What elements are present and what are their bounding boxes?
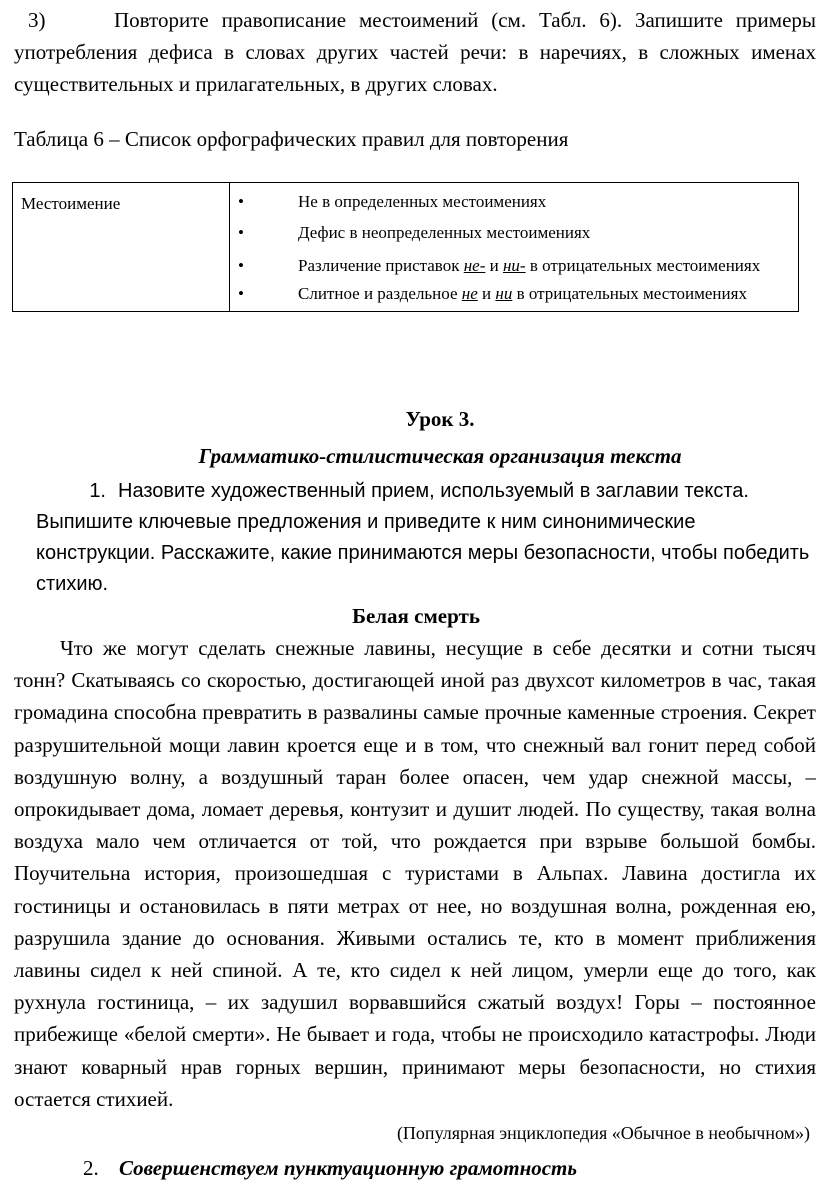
source-citation: (Популярная энциклопедия «Обычное в необычном») (396, 1123, 810, 1143)
task-2-number: 2. (83, 1156, 99, 1180)
rule-text-mid: и (485, 256, 503, 275)
table-header-cell: Местоимение (13, 183, 230, 312)
rule-item-4 (238, 283, 790, 305)
prefix-ne: не- (463, 256, 486, 275)
task-2-label: Совершенствуем пунктуационную грамотность (119, 1156, 577, 1180)
rule-text-after: в отрицательных местоимениях (512, 284, 747, 303)
rule-item-2 (238, 222, 790, 244)
rule-text: Не в определенных местоимениях (298, 192, 547, 211)
lesson-title: Урок 3. (405, 407, 475, 431)
task-1-paragraph (36, 476, 816, 600)
bullet-icon: • (238, 192, 244, 211)
task-1-text: Назовите художественный прием, используемый в заглавии текста. Выпишите ключевые предложения и приведите к ним синонимические конструкции. Расскажите, какие принимаются меры безопасности, чтобы победить стихию. (36, 480, 810, 595)
rule-text-after: в отрицательных местоимениях (525, 256, 761, 275)
lesson-subtitle: Грамматико-стилистическая организация текста (198, 444, 682, 468)
task-2-heading (83, 1153, 577, 1183)
rule-text: Слитное и раздельное (298, 284, 462, 303)
prefix-ni: ни- (502, 256, 526, 275)
table-row (13, 183, 799, 312)
text-title: Белая смерть (352, 604, 480, 628)
article-paragraph: Что же могут сделать снежные лавины, несущие в себе десятки и сотни тысяч тонн? Скатываясь со скоростью, достигающей иной раз двухсот километров в час, такая громадина способна превратить в развалины самые прочные каменные строения. Секрет разрушительной мощи лавин кроется еще и в том, что снежный вал гонит перед собой воздушную волну, а воздушный таран более опасен, чем удар снежной массы, – опрокидывает дома, ломает деревья, контузит и душит людей. По существу, такая волна воздуха мало чем отличается от той, что рождается при взрыве большой бомбы. Поучительна история, произошедшая с туристами в Альпах. Лавина достигла их гостиницы и остановилась в пяти метрах от нее, но воздушная волна, рожденная ею, разрушила здание до основания. Живыми остались те, кто в момент приближения лавины сидел к ней спиной. А те, кто сидел к ней лицом, умерли еще до того, как рухнула гостиница, – их задушил ворвавшийся сжатый воздух! Горы – постоянное прибежище «белой смерти». Не бывает и года, чтобы не происходило катастрофы. Люди знают коварный нрав горных вершин, принимают меры безопасности, но стихия остается стихией. (14, 636, 816, 1111)
rule-item-1 (238, 191, 790, 213)
rule-text: Дефис в неопределенных местоимениях (298, 223, 591, 242)
bullet-icon: • (238, 223, 244, 242)
particle-ni: ни (495, 284, 513, 303)
task-3-text: Повторите правописание местоимений (см. Табл. 6). Запишите примеры употребления дефиса в словах других частей речи: в наречиях, в сложных именах существительных и прилагательных, в других словах. (14, 8, 816, 96)
spelling-rules-table (12, 182, 799, 312)
bullet-icon: • (238, 284, 244, 303)
rules-list-cell (230, 183, 799, 312)
particle-ne: не (461, 284, 478, 303)
task-1-number: 1. (89, 480, 106, 502)
bullet-icon: • (238, 256, 244, 275)
rule-item-3 (238, 253, 790, 279)
rule-text: Различение приставок (298, 256, 464, 275)
task-3-paragraph (14, 4, 816, 100)
rule-text-mid: и (477, 284, 496, 303)
task-3-number: 3) (28, 8, 46, 32)
table-caption: Таблица 6 – Список орфографических правил для повторения (14, 127, 569, 151)
